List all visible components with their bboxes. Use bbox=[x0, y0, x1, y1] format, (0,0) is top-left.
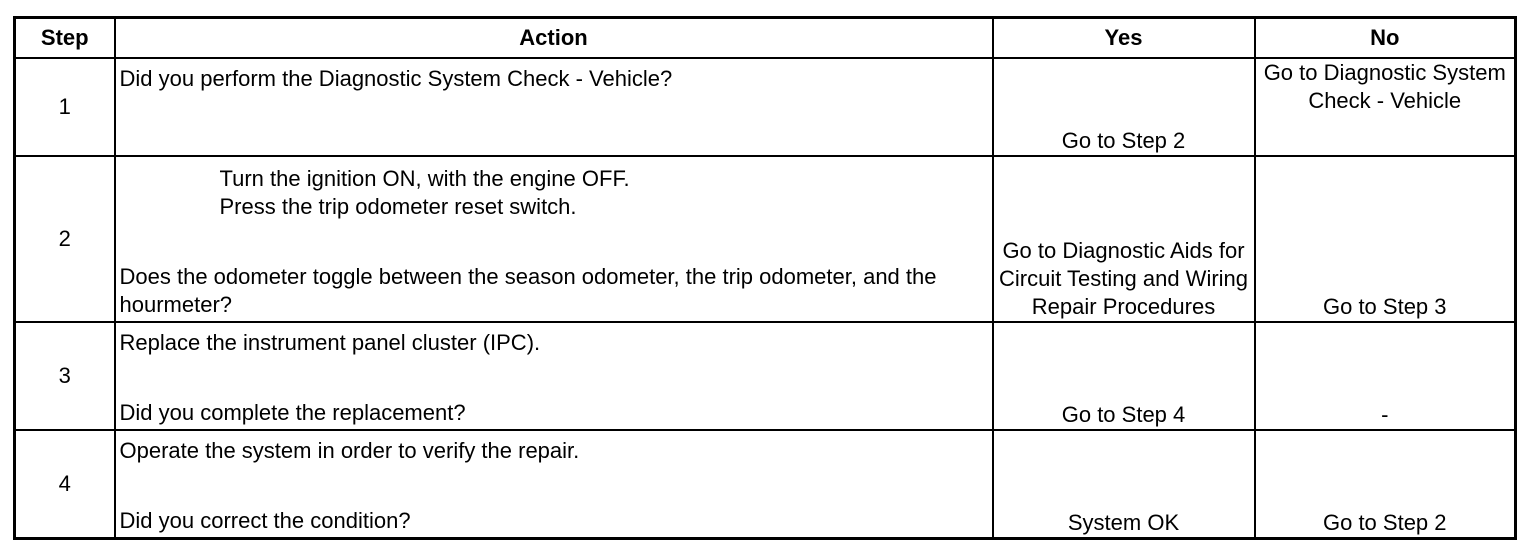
header-step: Step bbox=[15, 18, 115, 59]
action-instruction: Did you perform the Diagnostic System Check - Vehicle? bbox=[119, 66, 673, 91]
yes-cell: Go to Diagnostic Aids for Circuit Testing and Wiring Repair Procedures bbox=[993, 156, 1255, 322]
action-cell bbox=[115, 156, 993, 322]
header-action: Action bbox=[115, 18, 993, 59]
no-cell: - bbox=[1255, 322, 1516, 430]
step-number: 4 bbox=[15, 430, 115, 539]
table-row bbox=[15, 58, 1516, 156]
action-substep: Turn the ignition ON, with the engine OFF. bbox=[219, 166, 630, 191]
action-cell bbox=[115, 58, 993, 156]
step-number: 2 bbox=[15, 156, 115, 322]
table-row bbox=[15, 430, 1516, 539]
yes-cell: System OK bbox=[993, 430, 1255, 539]
no-cell: Go to Diagnostic System Check - Vehicle bbox=[1255, 58, 1516, 156]
table-row bbox=[15, 322, 1516, 430]
step-number: 3 bbox=[15, 322, 115, 430]
no-cell: Go to Step 3 bbox=[1255, 156, 1516, 322]
header-no: No bbox=[1255, 18, 1516, 59]
header-yes: Yes bbox=[993, 18, 1255, 59]
step-number: 1 bbox=[15, 58, 115, 156]
action-question: Did you complete the replacement? bbox=[119, 400, 466, 425]
action-instruction: Replace the instrument panel cluster (IPC). bbox=[119, 330, 541, 355]
yes-cell: Go to Step 4 bbox=[993, 322, 1255, 430]
yes-cell: Go to Step 2 bbox=[993, 58, 1255, 156]
action-substeps bbox=[120, 165, 988, 221]
action-question: Does the odometer toggle between the season odometer, the trip odometer, and the hourmeter? bbox=[119, 264, 937, 317]
action-question: Did you correct the condition? bbox=[119, 508, 411, 533]
table-row bbox=[15, 156, 1516, 322]
action-instruction: Operate the system in order to verify the repair. bbox=[119, 438, 580, 463]
diagnostic-table bbox=[13, 16, 1517, 540]
no-cell: Go to Step 2 bbox=[1255, 430, 1516, 539]
action-cell bbox=[115, 430, 993, 539]
action-substep: Press the trip odometer reset switch. bbox=[219, 194, 577, 219]
header-row bbox=[15, 18, 1516, 59]
action-cell bbox=[115, 322, 993, 430]
